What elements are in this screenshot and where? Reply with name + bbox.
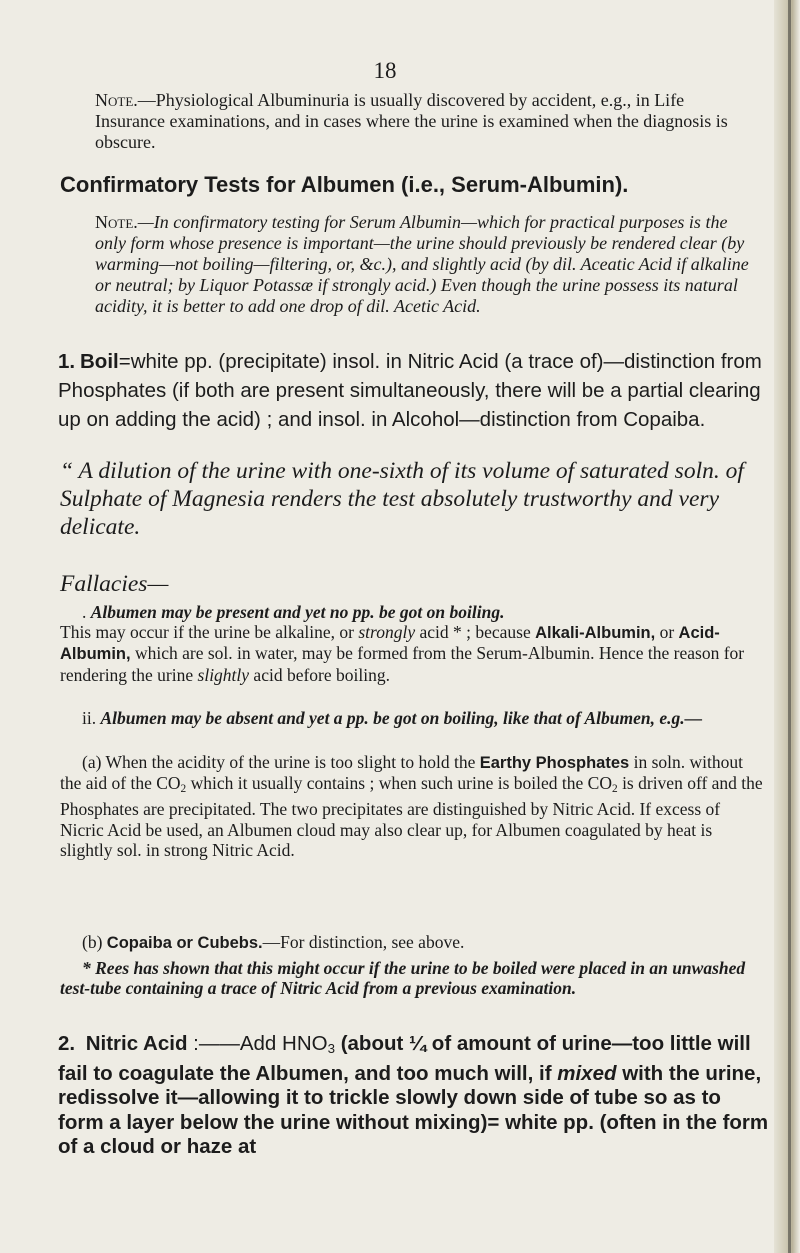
note-text: —Physiological Albuminuria is usually discovered by accident, e.g., in Life Insurance examinations, and in cases where the urine is examined when the diagnosis is obscure. (95, 90, 728, 152)
note-label: Note. (95, 212, 138, 232)
fallacy-sub-b (60, 932, 765, 953)
item-text: with the urine, redissolve it—allowing it to trickle slowly down side of tube so as to form a layer below the urine without mixing)= white pp. (often in the form of a cloud or haze at (58, 1061, 769, 1158)
subscript: 3 (327, 1041, 335, 1056)
emphasis: mixed (557, 1061, 617, 1085)
fallacy-i (60, 602, 765, 685)
sub-text: is driven off and the Phosphates are precipitated. The two precipitates are distinguished by Nitric Acid. If excess of Nicric Acid be used, an Albumen cloud may also clear up, for Albumen coagulated by heat is slightly sol. in strong Nitric Acid. (60, 773, 763, 860)
emphasis: slightly (197, 664, 250, 685)
term-copaiba-cubebs: Copaiba or Cubebs. (106, 934, 263, 952)
fallacy-sub-a (60, 752, 765, 860)
fallacy-text: which are sol. in water, may be formed from the Serum-Albumin. Hence the reason for rendering the urine (60, 643, 745, 685)
item-lead: Boil (80, 350, 119, 373)
item-text: (about ¼ of amount of urine—too little will fail to coagulate the Albumen, and too much will, if (58, 1032, 751, 1085)
sub-text: —For distinction, see above. (262, 932, 465, 952)
term-acid-albumin: Acid-Albumin, (60, 624, 720, 664)
sub-text: in soln. without the aid of the CO (60, 752, 743, 794)
magnesia-dilution-quote: “ A dilution of the urine with one-sixth of its volume of saturated soln. of Sulphate of Magnesia renders the test absolutely trustworthy and very delicate. (60, 458, 744, 540)
term-alkali-albumin: Alkali-Albumin, (535, 624, 656, 643)
fallacy-ii (60, 708, 765, 728)
fallacies-title: Fallacies— (60, 571, 169, 597)
fallacy-number: ii. (82, 708, 97, 728)
test-item-boil (58, 347, 770, 434)
item-lead: Nitric Acid (85, 1032, 188, 1055)
emphasis: strongly (358, 622, 416, 643)
fallacy-statement: Albumen may be absent and yet a pp. be got on boiling, like that of Albumen, e.g.— (100, 708, 703, 728)
fallacy-number: . (82, 602, 87, 622)
item-text: :——Add HNO (187, 1032, 328, 1055)
binding-shadow-line (788, 0, 791, 1253)
term-earthy-phosphates: Earthy Phosphates (479, 754, 630, 772)
item-number: 2. (58, 1032, 76, 1055)
fallacy-text: acid before boiling. (249, 664, 390, 685)
item-number: 1. (58, 350, 76, 373)
sub-text: When the acidity of the urine is too slight to hold the (101, 752, 480, 772)
sub-text: which it usually contains ; when such urine is boiled the CO (186, 773, 612, 794)
note-confirmatory-testing (95, 212, 755, 317)
note-label: Note. (95, 90, 138, 110)
fallacy-text: This may occur if the urine be alkaline, or (60, 622, 359, 643)
item-text: =white pp. (precipitate) insol. in Nitric Acid (a trace of)—distinction from Phosphates (if both are present simultaneously, there will be a partial clearing up on adding the acid) ; and insol. in Alcohol—distinction from Copaiba. (58, 350, 762, 431)
subscript: 2 (180, 783, 187, 796)
note-text: —In confirmatory testing for Serum Albumin—which for practical purposes is the only form whose presence is important—the urine should previously be rendered clear (by warming—not boiling—filtering, or, &c.), and slightly acid (by dil. Aceatic Acid if alkaline or neutral; by Liquor Potassæ if strongly acid.) Even though the urine possess its natural acidity, it is better to add one drop of dil. Acetic Acid. (95, 212, 749, 316)
note-physiological-albuminuria (95, 90, 755, 153)
page-binding-edge (774, 0, 800, 1253)
page-number: 18 (373, 58, 397, 83)
test-item-nitric-acid (58, 1032, 770, 1160)
fallacy-text: acid * ; because (415, 622, 536, 643)
subscript: 2 (612, 783, 618, 796)
fallacy-statement: Albumen may be present and yet no pp. be got on boiling. (90, 602, 505, 622)
footnote: * Rees has shown that this might occur if the urine to be boiled were placed in an unwashed test-tube containing a trace of Nitric Acid from a previous examination. (60, 958, 746, 999)
sub-label: (a) (82, 752, 102, 772)
sub-label: (b) (82, 932, 103, 952)
section-heading: Confirmatory Tests for Albumen (i.e., Serum-Albumin). (60, 172, 629, 197)
fallacy-text: or (655, 622, 679, 643)
